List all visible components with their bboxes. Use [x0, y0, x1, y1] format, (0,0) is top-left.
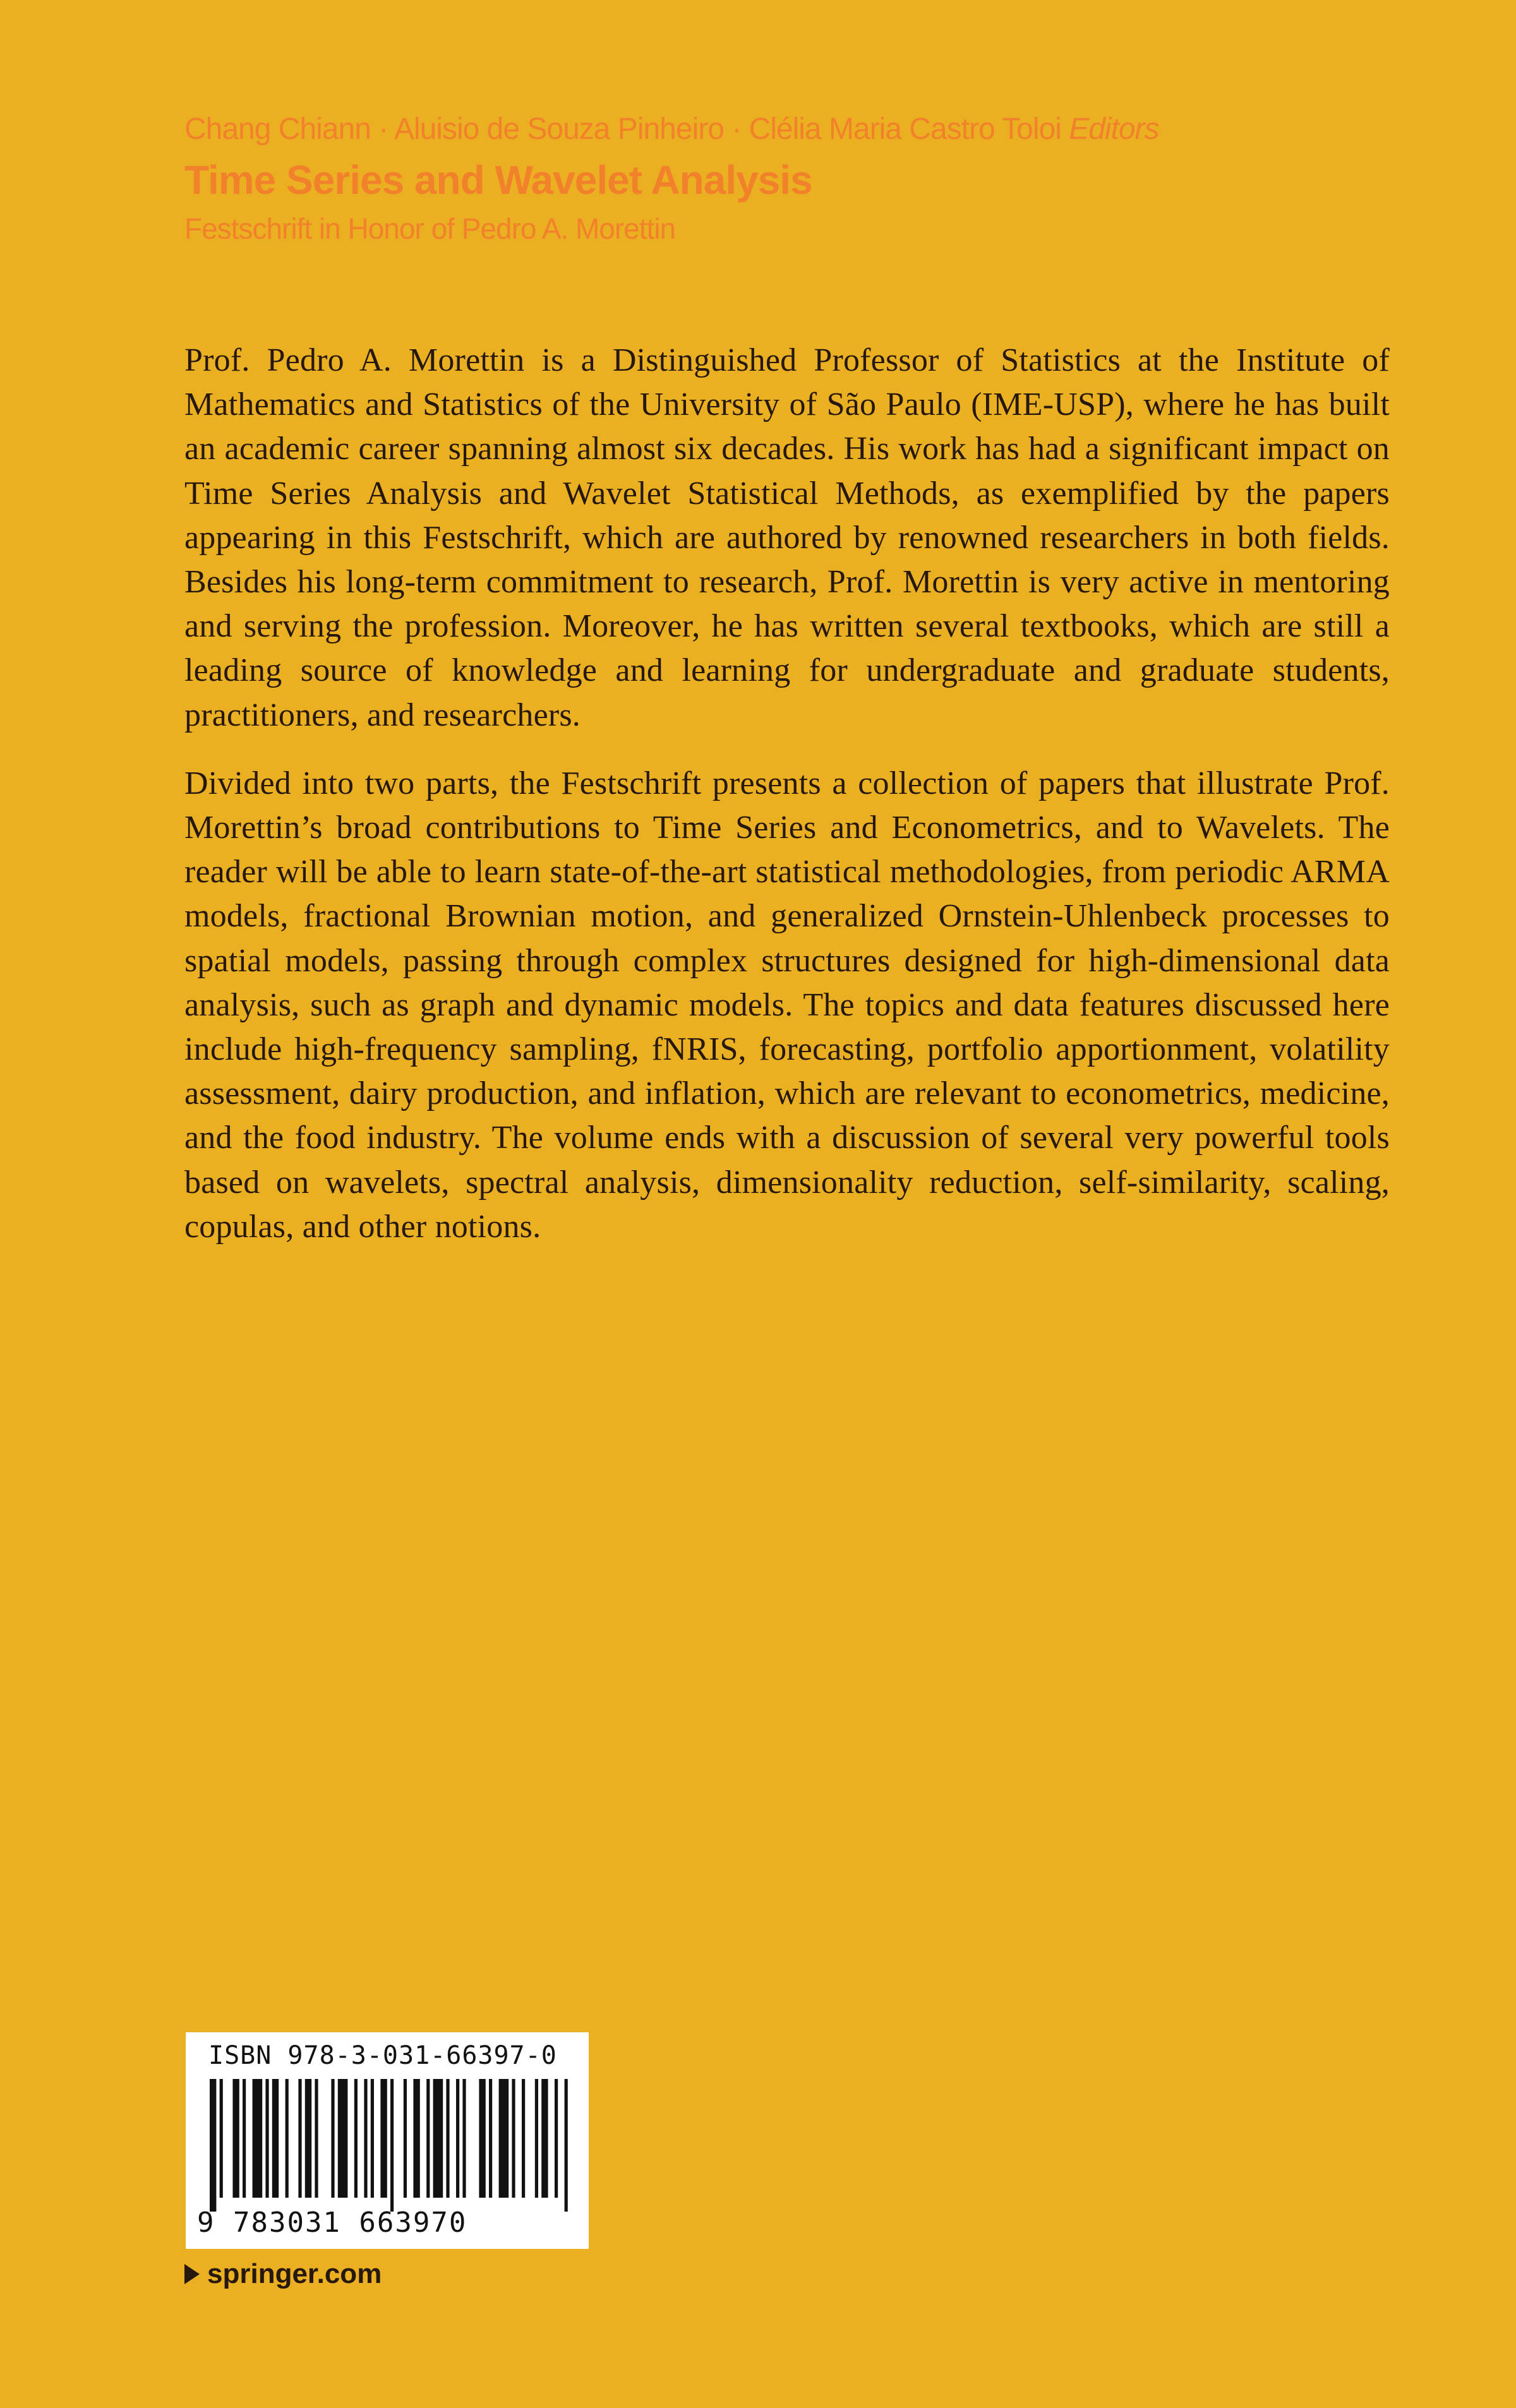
barcode-bar [331, 2079, 334, 2198]
description-paragraph: Divided into two parts, the Festschrift presents a collection of papers that illustrate Prof. Morettin’s broad contributions to Time Series and Econometrics, and to Wavelets. The reader will be able to learn state-of-the-art statistical methodologies, from periodic ARMA models, fractional Brownian motion, and generalized Ornstein-Uhlenbeck processes to spatial models, passing through complex structures designed for high-dimensional data analysis, such as graph and dynamic models. The topics and data features discussed here include high-frequency sampling, fNRIS, forecasting, portfolio apportionment, volatility assessment, dairy production, and inflation, which are relevant to econometrics, medicine, and the food industry. The volume ends with a discussion of several very powerful tools based on wavelets, spectral analysis, dimensionality reduction, self-similarity, scaling, copulas, and other notions. [184, 765, 1390, 1245]
barcode-bar [555, 2079, 558, 2198]
barcode-bar [426, 2079, 430, 2198]
barcode-bar [220, 2079, 223, 2198]
barcode-bar [404, 2079, 407, 2198]
barcode-bar [380, 2079, 387, 2198]
isbn-barcode-block [186, 2032, 589, 2249]
header [184, 107, 1385, 249]
editors-names: Chang Chiann · Aluisio de Souza Pinheiro · Clélia Maria Castro Toloi [184, 112, 1061, 146]
barcode-bar [390, 2079, 394, 2212]
description-paragraph: Prof. Pedro A. Morettin is a Distinguished Professor of Statistics at the Institute of Mathematics and Statistics of the University of São Paulo (IME-USP), where he has built an academic career spanning almost six decades. His work has had a significant impact on Time Series Analysis and Wavelet Statistical Methods, as exemplified by the papers appearing in this Festschrift, which are authored by renowned researchers in both fields. Besides his long-term commitment to research, Prof. Morettin is very active in mentoring and serving the profession. Moreover, he has written several textbooks, which are still a leading source of knowledge and learning for undergraduate and graduate students, practitioners, and researchers. [184, 342, 1390, 733]
barcode-bar [265, 2079, 268, 2198]
barcode-bar [479, 2079, 485, 2198]
barcode-bar [232, 2079, 239, 2198]
barcode-bar [446, 2079, 449, 2198]
barcode-bar [413, 2079, 419, 2198]
barcode [206, 2079, 572, 2212]
editors-line [184, 107, 1385, 152]
barcode-bar [305, 2079, 311, 2198]
barcode-bar [541, 2079, 548, 2198]
barcode-bar [298, 2079, 301, 2198]
barcode-bar [371, 2079, 374, 2198]
barcode-digits: 9 783031 663970 [197, 2207, 467, 2239]
barcode-bar [489, 2079, 492, 2198]
barcode-bar [210, 2079, 216, 2212]
barcode-bar [338, 2079, 348, 2198]
book-description [184, 338, 1390, 1273]
barcode-bar [253, 2079, 263, 2198]
barcode-bar [364, 2079, 367, 2198]
barcode-bar [535, 2079, 538, 2198]
barcode-bar [243, 2079, 246, 2198]
barcode-bar [272, 2079, 279, 2198]
publisher-link[interactable] [184, 2258, 382, 2290]
barcode-bar [522, 2079, 525, 2198]
barcode-bar [512, 2079, 515, 2198]
book-subtitle: Festschrift in Honor of Pedro A. Morettin [184, 212, 676, 245]
publisher-url[interactable]: springer.com [207, 2258, 382, 2289]
book-title: Time Series and Wavelet Analysis [184, 157, 812, 203]
barcode-bar [315, 2079, 318, 2198]
barcode-bar [354, 2079, 358, 2198]
barcode-bar [433, 2079, 443, 2198]
editors-role: Editors [1069, 112, 1159, 146]
isbn-label: ISBN 978-3-031-66397-0 [208, 2041, 557, 2070]
barcode-bar [499, 2079, 509, 2198]
barcode-bar [565, 2079, 568, 2212]
barcode-bar [456, 2079, 459, 2198]
arrow-icon [184, 2264, 200, 2284]
barcode-bar [286, 2079, 289, 2198]
barcode-bar [462, 2079, 466, 2198]
